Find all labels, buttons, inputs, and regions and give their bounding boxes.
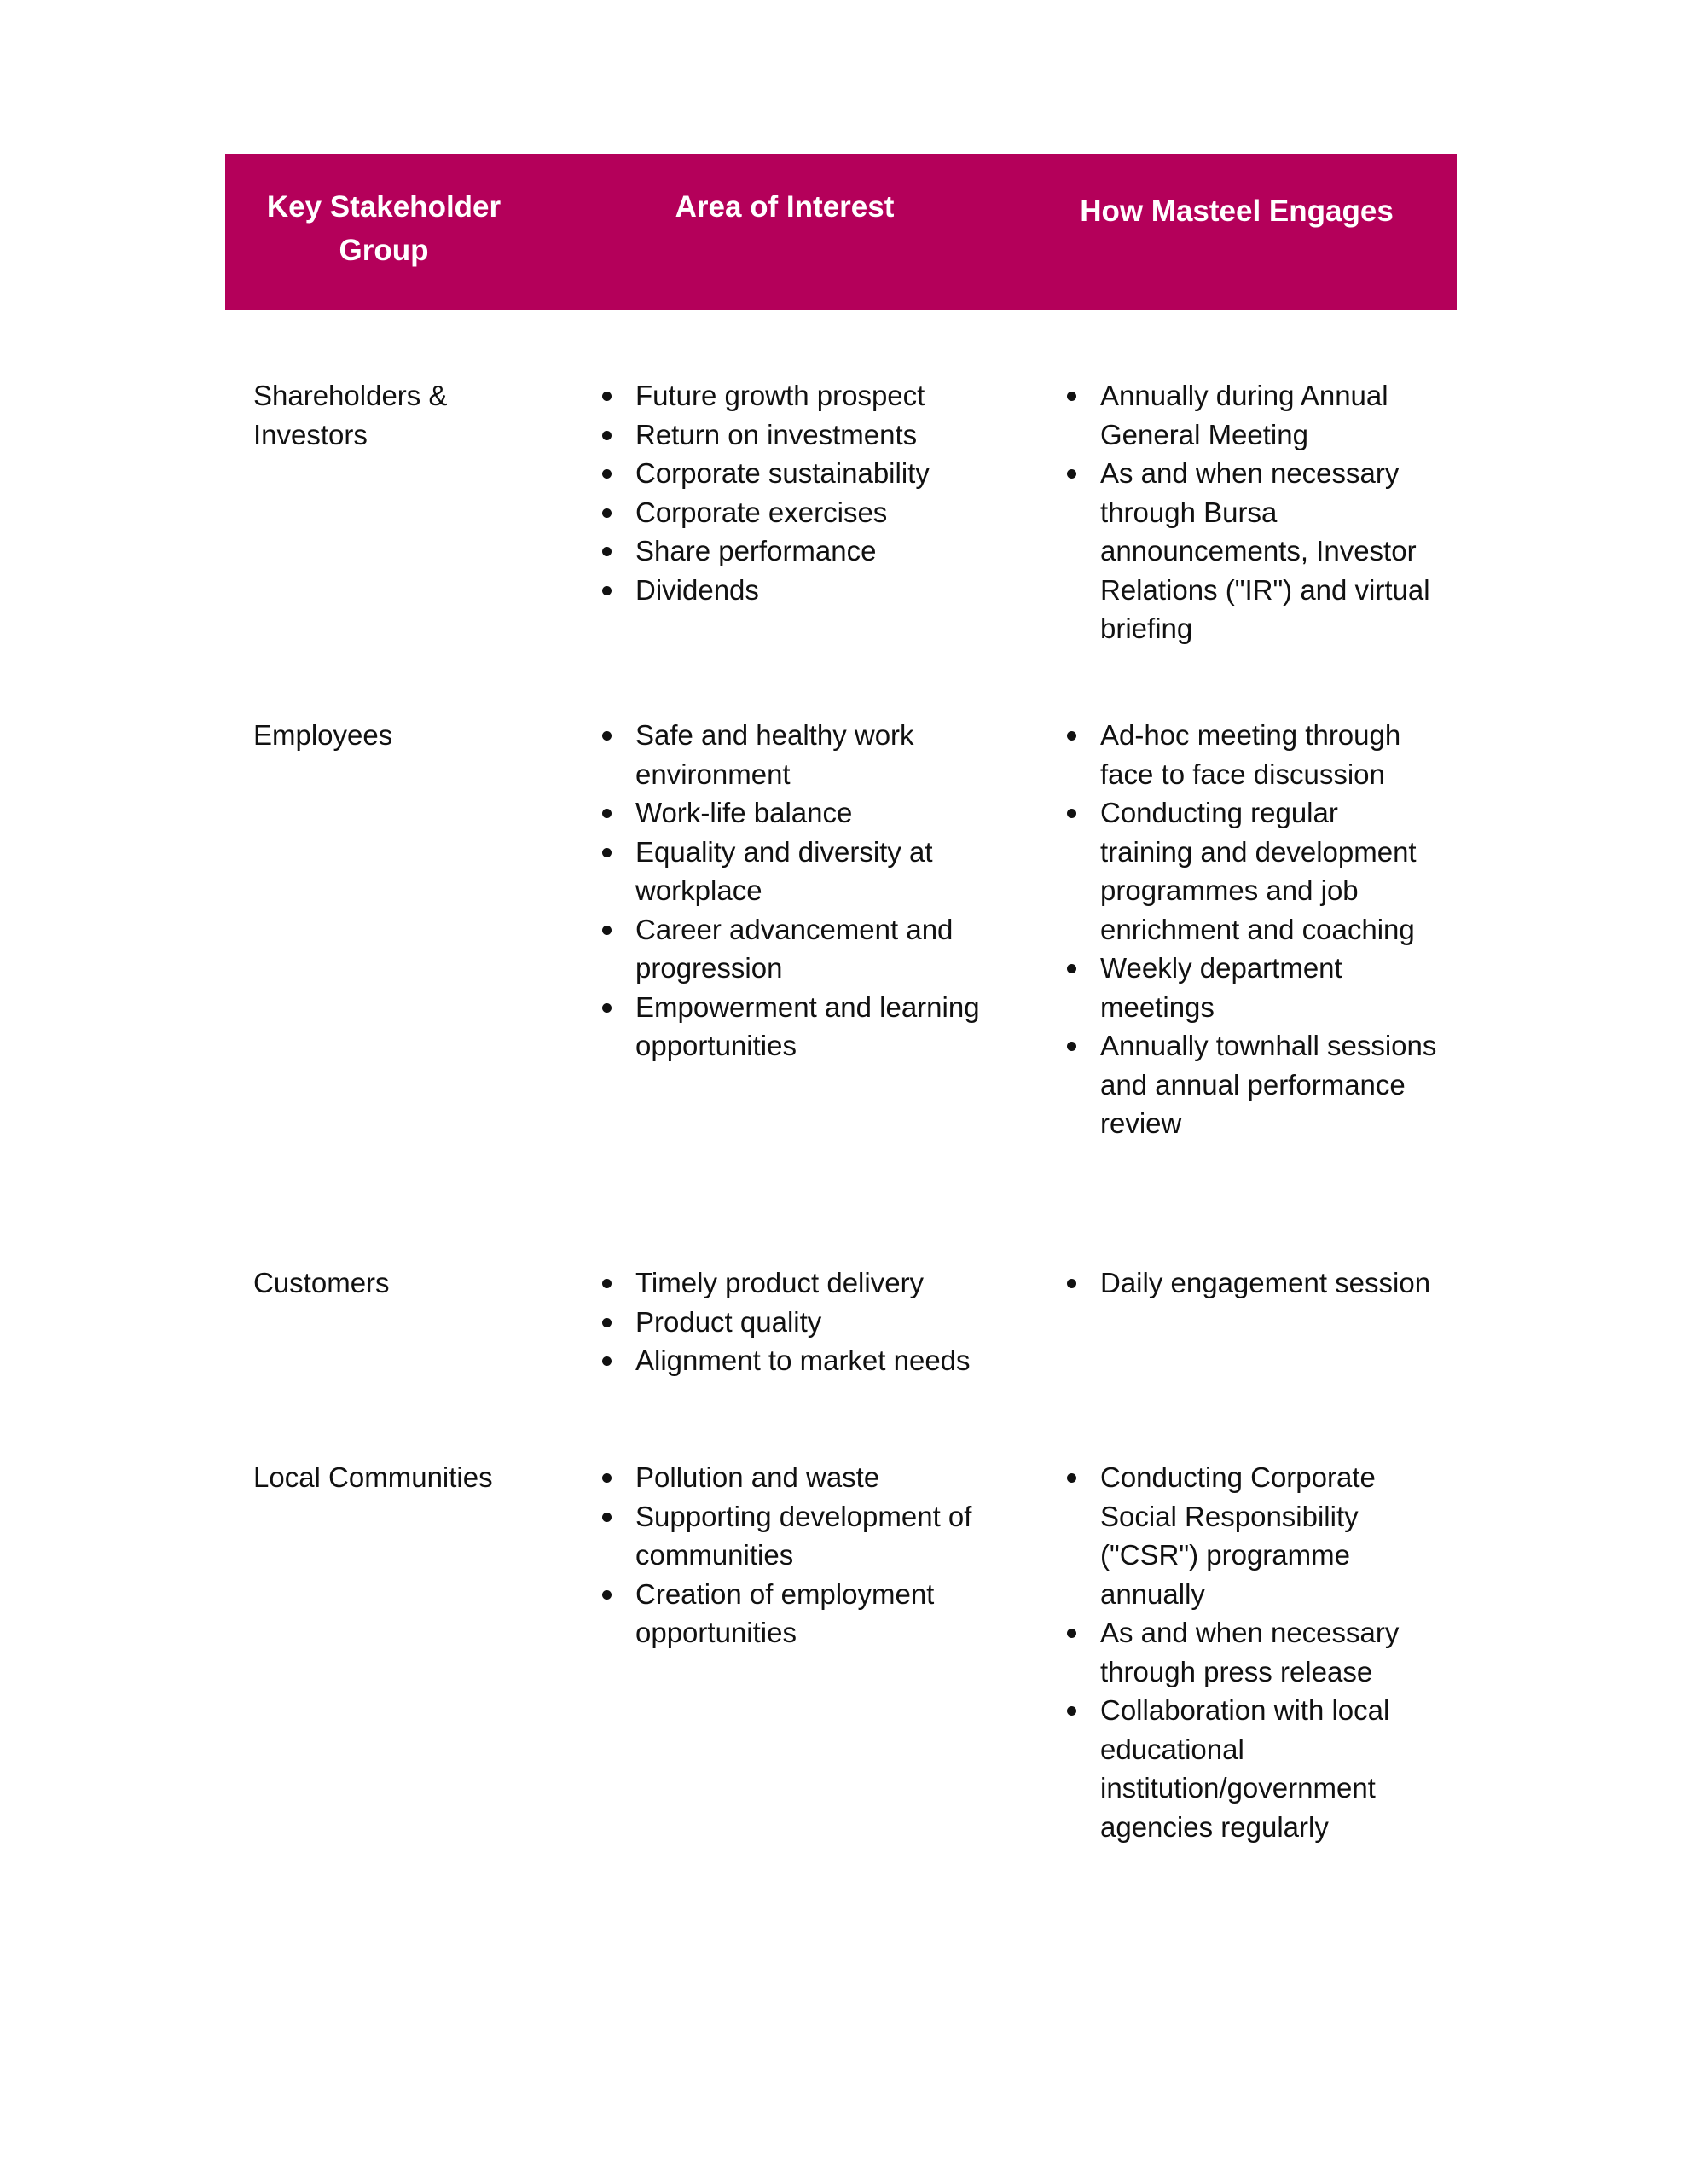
- list-item: Annually during Annual General Meeting: [1062, 376, 1437, 454]
- list-item: Corporate exercises: [597, 493, 998, 532]
- interest-cell-customers: [597, 1263, 998, 1380]
- list-item: Ad-hoc meeting through face to face discussion: [1062, 716, 1437, 793]
- list-item: Supporting development of communities: [597, 1497, 998, 1575]
- list-item: Dividends: [597, 571, 998, 610]
- list-item: Share performance: [597, 531, 998, 571]
- list-item: Future growth prospect: [597, 376, 998, 415]
- list-item: Weekly department meetings: [1062, 949, 1437, 1026]
- stakeholder-group-shareholders: Shareholders & Investors: [253, 380, 448, 450]
- interest-list-shareholders: [597, 376, 998, 609]
- engagement-cell-employees: [1062, 716, 1437, 1143]
- list-item: Alignment to market needs: [597, 1341, 998, 1380]
- interest-cell-shareholders: [597, 376, 998, 609]
- engagement-list-customers: [1062, 1263, 1437, 1303]
- list-item: Return on investments: [597, 415, 998, 455]
- interest-cell-local-communities: [597, 1458, 998, 1653]
- interest-list-customers: [597, 1263, 998, 1380]
- engagement-list-shareholders: [1062, 376, 1437, 648]
- list-item: As and when necessary through press release: [1062, 1613, 1437, 1691]
- engagement-cell-shareholders: [1062, 376, 1437, 648]
- stakeholder-group-employees: Employees: [253, 719, 393, 751]
- list-item: Conducting regular training and development programmes and job enrichment and coaching: [1062, 793, 1437, 949]
- engagement-list-employees: [1062, 716, 1437, 1143]
- list-item: Equality and diversity at workplace: [597, 833, 998, 910]
- list-item: Daily engagement session: [1062, 1263, 1437, 1303]
- list-item: Annually townhall sessions and annual performance review: [1062, 1026, 1437, 1143]
- interest-list-employees: [597, 716, 998, 1066]
- engagement-cell-customers: [1062, 1263, 1437, 1303]
- interest-list-local-communities: [597, 1458, 998, 1653]
- interest-cell-employees: [597, 716, 998, 1066]
- list-item: Product quality: [597, 1303, 998, 1342]
- list-item: Work-life balance: [597, 793, 998, 833]
- stakeholder-group-customers: Customers: [253, 1267, 390, 1298]
- list-item: Timely product delivery: [597, 1263, 998, 1303]
- stakeholder-group-local-communities: Local Communities: [253, 1461, 493, 1493]
- header-area-of-interest: Area of Interest: [675, 190, 895, 224]
- list-item: Creation of employment opportunities: [597, 1575, 998, 1653]
- engagement-list-local-communities: [1062, 1458, 1437, 1846]
- list-item: Corporate sustainability: [597, 454, 998, 493]
- engagement-cell-local-communities: [1062, 1458, 1437, 1846]
- list-item: Conducting Corporate Social Responsibility ("CSR") programme annually: [1062, 1458, 1437, 1613]
- list-item: Collaboration with local educational institution/government agencies regularly: [1062, 1691, 1437, 1846]
- list-item: As and when necessary through Bursa announcements, Investor Relations ("IR") and virtual briefing: [1062, 454, 1437, 648]
- header-key-stakeholder-group: Key Stakeholder Group: [266, 190, 501, 267]
- list-item: Career advancement and progression: [597, 910, 998, 988]
- list-item: Empowerment and learning opportunities: [597, 988, 998, 1066]
- header-how-masteel-engages: How Masteel Engages: [1080, 195, 1394, 228]
- list-item: Pollution and waste: [597, 1458, 998, 1497]
- list-item: Safe and healthy work environment: [597, 716, 998, 793]
